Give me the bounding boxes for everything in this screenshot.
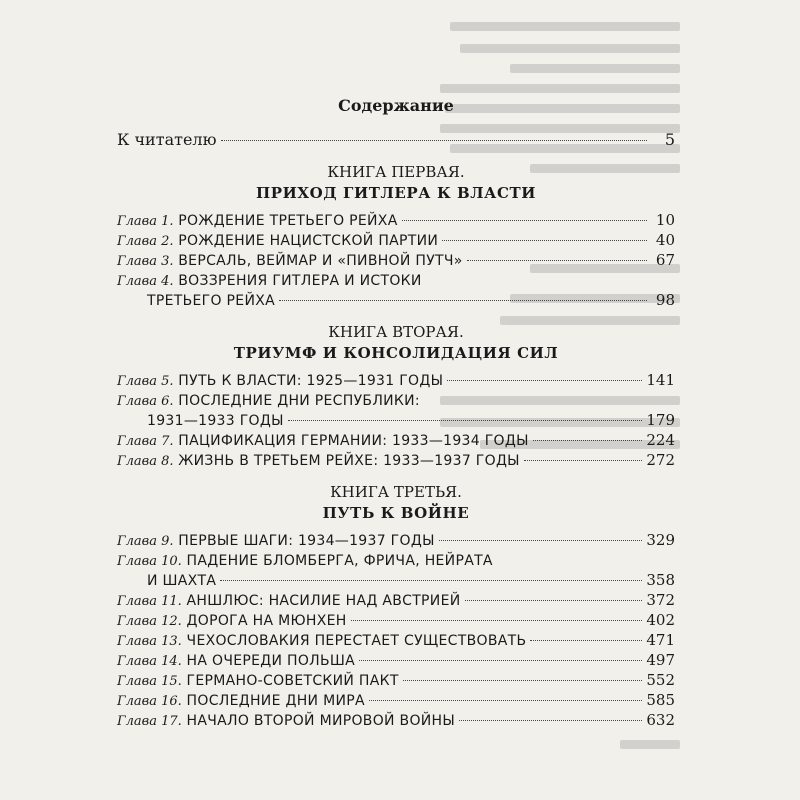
- chapter-title-continued: И ШАХТА: [147, 573, 217, 589]
- dot-leader: [279, 300, 647, 301]
- book-title: ПРИХОД ГИТЛЕРА К ВЛАСТИ: [255, 184, 537, 202]
- toc-entry-chapter-16[interactable]: [117, 690, 675, 710]
- page-number: 67: [655, 251, 675, 269]
- chapter-title: ВОЗЗРЕНИЯ ГИТЛЕРА И ИСТОКИ: [178, 273, 422, 289]
- dot-leader: [447, 380, 642, 381]
- chapter-title: ПОСЛЕДНИЕ ДНИ МИРА: [186, 693, 365, 709]
- toc-entry-chapter-2[interactable]: [117, 230, 675, 250]
- dot-leader: [467, 260, 647, 261]
- chapter-label: Глава 15.: [117, 674, 182, 689]
- book-section-3: [117, 482, 675, 730]
- page-number: 179: [646, 411, 675, 429]
- page-number: 471: [646, 631, 675, 649]
- chapter-title: ПАЦИФИКАЦИЯ ГЕРМАНИИ: 1933—1934 ГОДЫ: [178, 433, 529, 449]
- chapter-label: Глава 17.: [117, 714, 182, 729]
- dot-leader: [359, 660, 642, 661]
- page-number: 372: [646, 591, 675, 609]
- chapter-title-continued: ТРЕТЬЕГО РЕЙХА: [147, 293, 275, 309]
- chapter-title: ВЕРСАЛЬ, ВЕЙМАР И «ПИВНОЙ ПУТЧ»: [178, 253, 463, 269]
- toc-entry-chapter-8[interactable]: [117, 450, 675, 470]
- page-number: 272: [646, 451, 675, 469]
- chapter-title: НАЧАЛО ВТОРОЙ МИРОВОЙ ВОЙНЫ: [186, 713, 456, 729]
- dot-leader: [465, 600, 643, 601]
- dot-leader: [402, 220, 647, 221]
- toc-entry-chapter-10[interactable]: [117, 550, 675, 570]
- table-of-contents: [117, 96, 675, 730]
- book-number: КНИГА ТРЕТЬЯ.: [330, 483, 462, 501]
- chapter-title: ПАДЕНИЕ БЛОМБЕРГА, ФРИЧА, НЕЙРАТА: [186, 553, 493, 569]
- toc-entry-chapter-13[interactable]: [117, 630, 675, 650]
- toc-entry-intro[interactable]: [117, 130, 675, 150]
- chapter-title: ПОСЛЕДНИЕ ДНИ РЕСПУБЛИКИ:: [178, 393, 420, 409]
- dot-leader: [351, 620, 643, 621]
- page-number: 632: [646, 711, 675, 729]
- chapter-label: Глава 14.: [117, 654, 182, 669]
- toc-entry-chapter-6-cont[interactable]: [117, 410, 675, 430]
- intro-label: К читателю: [117, 130, 217, 149]
- chapter-label: Глава 10.: [117, 554, 182, 569]
- chapter-label: Глава 4.: [117, 274, 174, 289]
- toc-heading: Содержание: [338, 96, 454, 115]
- chapter-title: ПУТЬ К ВЛАСТИ: 1925—1931 ГОДЫ: [178, 373, 444, 389]
- dot-leader: [288, 420, 643, 421]
- toc-entry-chapter-7[interactable]: [117, 430, 675, 450]
- toc-entry-chapter-12[interactable]: [117, 610, 675, 630]
- page-number: 402: [646, 611, 675, 629]
- page-number: 497: [646, 651, 675, 669]
- toc-entry-chapter-4[interactable]: [117, 270, 675, 290]
- toc-entry-chapter-3[interactable]: [117, 250, 675, 270]
- dot-leader: [459, 720, 642, 721]
- book-section-1: [117, 162, 675, 310]
- page-number: 5: [664, 130, 675, 149]
- toc-entry-chapter-6[interactable]: [117, 390, 675, 410]
- toc-entry-chapter-9[interactable]: [117, 530, 675, 550]
- chapter-label: Глава 12.: [117, 614, 182, 629]
- page-number: 10: [655, 211, 675, 229]
- chapter-label: Глава 11.: [117, 594, 182, 609]
- chapter-title: ДОРОГА НА МЮНХЕН: [186, 613, 347, 629]
- book-number: КНИГА ПЕРВАЯ.: [327, 163, 465, 181]
- page-number: 552: [646, 671, 675, 689]
- page-number: 40: [655, 231, 675, 249]
- toc-entry-chapter-11[interactable]: [117, 590, 675, 610]
- chapter-title: ЧЕХОСЛОВАКИЯ ПЕРЕСТАЕТ СУЩЕСТВОВАТЬ: [186, 633, 527, 649]
- page-number: 141: [646, 371, 675, 389]
- chapter-title: АНШЛЮС: НАСИЛИЕ НАД АВСТРИЕЙ: [186, 593, 461, 609]
- dot-leader: [442, 240, 647, 241]
- chapter-label: Глава 5.: [117, 374, 174, 389]
- dot-leader: [221, 140, 647, 141]
- chapter-label: Глава 16.: [117, 694, 182, 709]
- chapter-label: Глава 6.: [117, 394, 174, 409]
- book-title: ТРИУМФ И КОНСОЛИДАЦИЯ СИЛ: [233, 344, 559, 362]
- chapter-title: НА ОЧЕРЕДИ ПОЛЬША: [186, 653, 356, 669]
- toc-entry-chapter-14[interactable]: [117, 650, 675, 670]
- chapter-label: Глава 3.: [117, 254, 174, 269]
- chapter-title: ПЕРВЫЕ ШАГИ: 1934—1937 ГОДЫ: [178, 533, 435, 549]
- chapter-title: ЖИЗНЬ В ТРЕТЬЕМ РЕЙХЕ: 1933—1937 ГОДЫ: [178, 453, 520, 469]
- book-number: КНИГА ВТОРАЯ.: [328, 323, 464, 341]
- chapter-title: ГЕРМАНО-СОВЕТСКИЙ ПАКТ: [186, 673, 399, 689]
- page-number: 224: [646, 431, 675, 449]
- page-number: 585: [646, 691, 675, 709]
- page-number: 98: [655, 291, 675, 309]
- page-number: 358: [646, 571, 675, 589]
- dot-leader: [403, 680, 643, 681]
- page-number: 329: [646, 531, 675, 549]
- chapter-label: Глава 7.: [117, 434, 174, 449]
- chapter-title: РОЖДЕНИЕ ТРЕТЬЕГО РЕЙХА: [178, 213, 398, 229]
- book-section-2: [117, 322, 675, 470]
- chapter-label: Глава 8.: [117, 454, 174, 469]
- chapter-label: Глава 13.: [117, 634, 182, 649]
- dot-leader: [369, 700, 643, 701]
- chapter-title: РОЖДЕНИЕ НАЦИСТСКОЙ ПАРТИИ: [178, 233, 439, 249]
- dot-leader: [530, 640, 642, 641]
- toc-entry-chapter-10-cont[interactable]: [117, 570, 675, 590]
- dot-leader: [220, 580, 642, 581]
- chapter-title-continued: 1931—1933 ГОДЫ: [147, 413, 284, 429]
- dot-leader: [524, 460, 643, 461]
- toc-entry-chapter-15[interactable]: [117, 670, 675, 690]
- toc-entry-chapter-1[interactable]: [117, 210, 675, 230]
- dot-leader: [533, 440, 643, 441]
- dot-leader: [439, 540, 643, 541]
- chapter-label: Глава 2.: [117, 234, 174, 249]
- chapter-label: Глава 1.: [117, 214, 174, 229]
- toc-entry-chapter-17[interactable]: [117, 710, 675, 730]
- toc-entry-chapter-4-cont[interactable]: [117, 290, 675, 310]
- book-title: ПУТЬ К ВОЙНЕ: [322, 504, 470, 522]
- toc-entry-chapter-5[interactable]: [117, 370, 675, 390]
- chapter-label: Глава 9.: [117, 534, 174, 549]
